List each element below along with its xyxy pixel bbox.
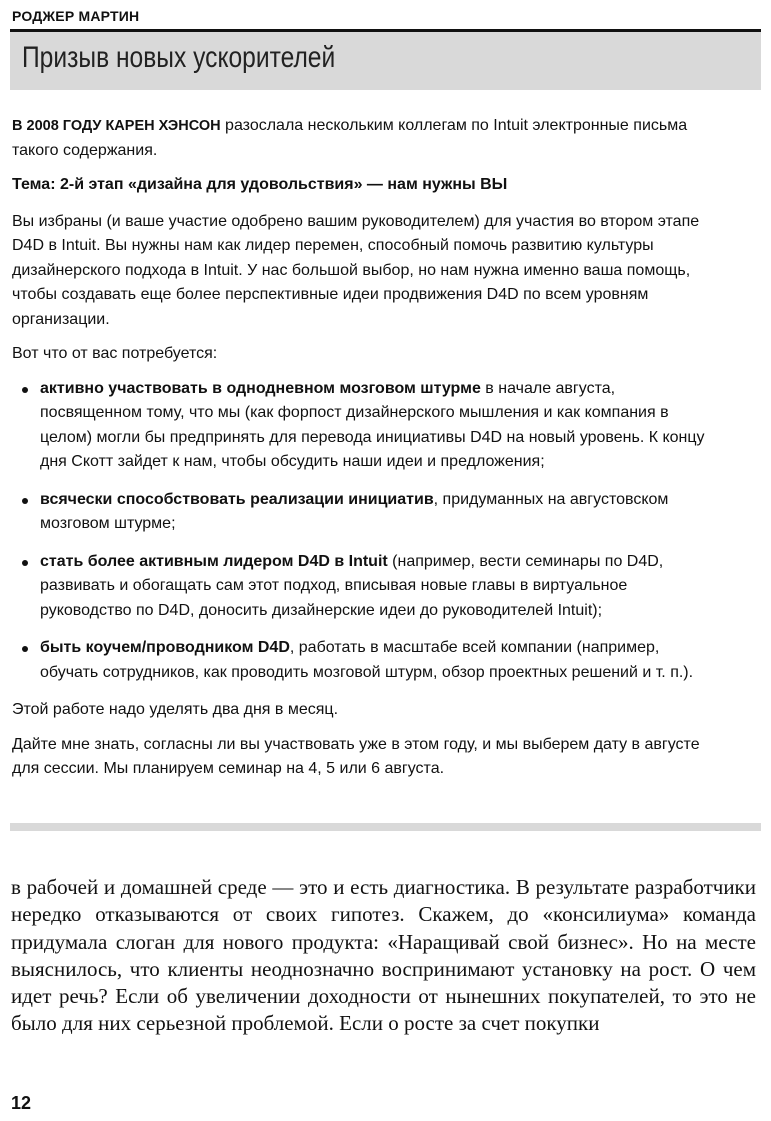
task-list [12,377,712,686]
sidebar-bottom-rule [10,823,761,831]
email-paragraph-2: Вот что от вас потребуется: [12,345,218,362]
task-bold: всячески способствовать реализации инициатив [40,490,434,508]
sidebar-title-box [10,32,761,90]
running-header-author: РОДЖЕР МАРТИН [12,8,140,24]
bullet-icon [22,560,28,566]
task-list-item [12,377,712,475]
bullet-icon [22,498,28,504]
task-text: , придуманных на августовском мозговом штурме; [40,490,669,532]
main-body-text: в рабочей и домашней среде — это и есть диагностика. В результате разработчики нередко отказываются от своих гипотез. Скажем, до «консилиума» команда придумала слоган для нового продукта: «Наращивай свой бизнес». Но на месте выяснилось, что клиенты неоднозначно воспринимают установку на рост. О чем идет речь? Если об увеличении доходности от нынешних покупателей, то это не было для них серьезной проблемой. Если о росте за счет покупки [11,875,756,1036]
task-list-item [12,636,712,685]
intro-lead-caps: В 2008 ГОДУ КАРЕН ХЭНСОН [12,118,221,134]
task-bold: быть коучем/проводником D4D [40,639,290,656]
intro-text: разослала нескольким коллегам по Intuit электронные письма такого содержания. [12,117,688,159]
sidebar-content [12,114,712,792]
task-list-item [12,488,712,537]
task-text: (например, вести семинары по D4D, развивать и обогащать сам этот подход, вписывая новые главы в виртуальное руководство по D4D, доносить дизайнерские идеи до руководителей Intuit); [40,552,664,619]
bullet-icon [22,646,28,652]
task-list-item [12,550,712,624]
bullet-icon [22,387,28,393]
intro-paragraph [12,114,712,163]
task-text: , работать в масштабе всей компании (например, обучать сотрудников, как проводить мозговой штурм, обзор проектных решений и т. п.). [40,639,694,681]
task-bold: активно участвовать в однодневном мозговом штурме [40,379,481,397]
email-paragraph-1: Вы избраны (и ваше участие одобрено вашим руководителем) для участия во втором этапе D4D в Intuit. Вы нужны нам как лидер перемен, способный помочь развитию культуры дизайнерского подхода в Intuit. У нас большой выбор, но нам нужна именно ваша помощь, чтобы создавать еще более перспективные идеи продвижения D4D по всем уровням организации. [12,212,700,328]
sidebar-title: Призыв новых ускорителей [22,41,336,74]
task-bold: стать более активным лидером D4D в Intuit [40,552,388,570]
email-paragraph-3: Этой работе надо уделять два дня в месяц. [12,701,339,718]
email-subject: Тема: 2-й этап «дизайна для удовольствия» — нам нужны ВЫ [12,176,508,193]
email-paragraph-4: Дайте мне знать, согласны ли вы участвовать уже в этом году, и мы выберем дату в августе для сессии. Мы планируем семинар на 4, 5 или 6 августа. [12,735,700,777]
page-number: 12 [11,1093,32,1113]
task-text: в начале августа, посвященном тому, что мы (как форпост дизайнерского мышления и как компания в целом) могли бы предпринять для перевода инициативы D4D на новый уровень. К концу дня Скотт зайдет к нам, чтобы обсудить наши идеи и предложения; [40,379,705,470]
